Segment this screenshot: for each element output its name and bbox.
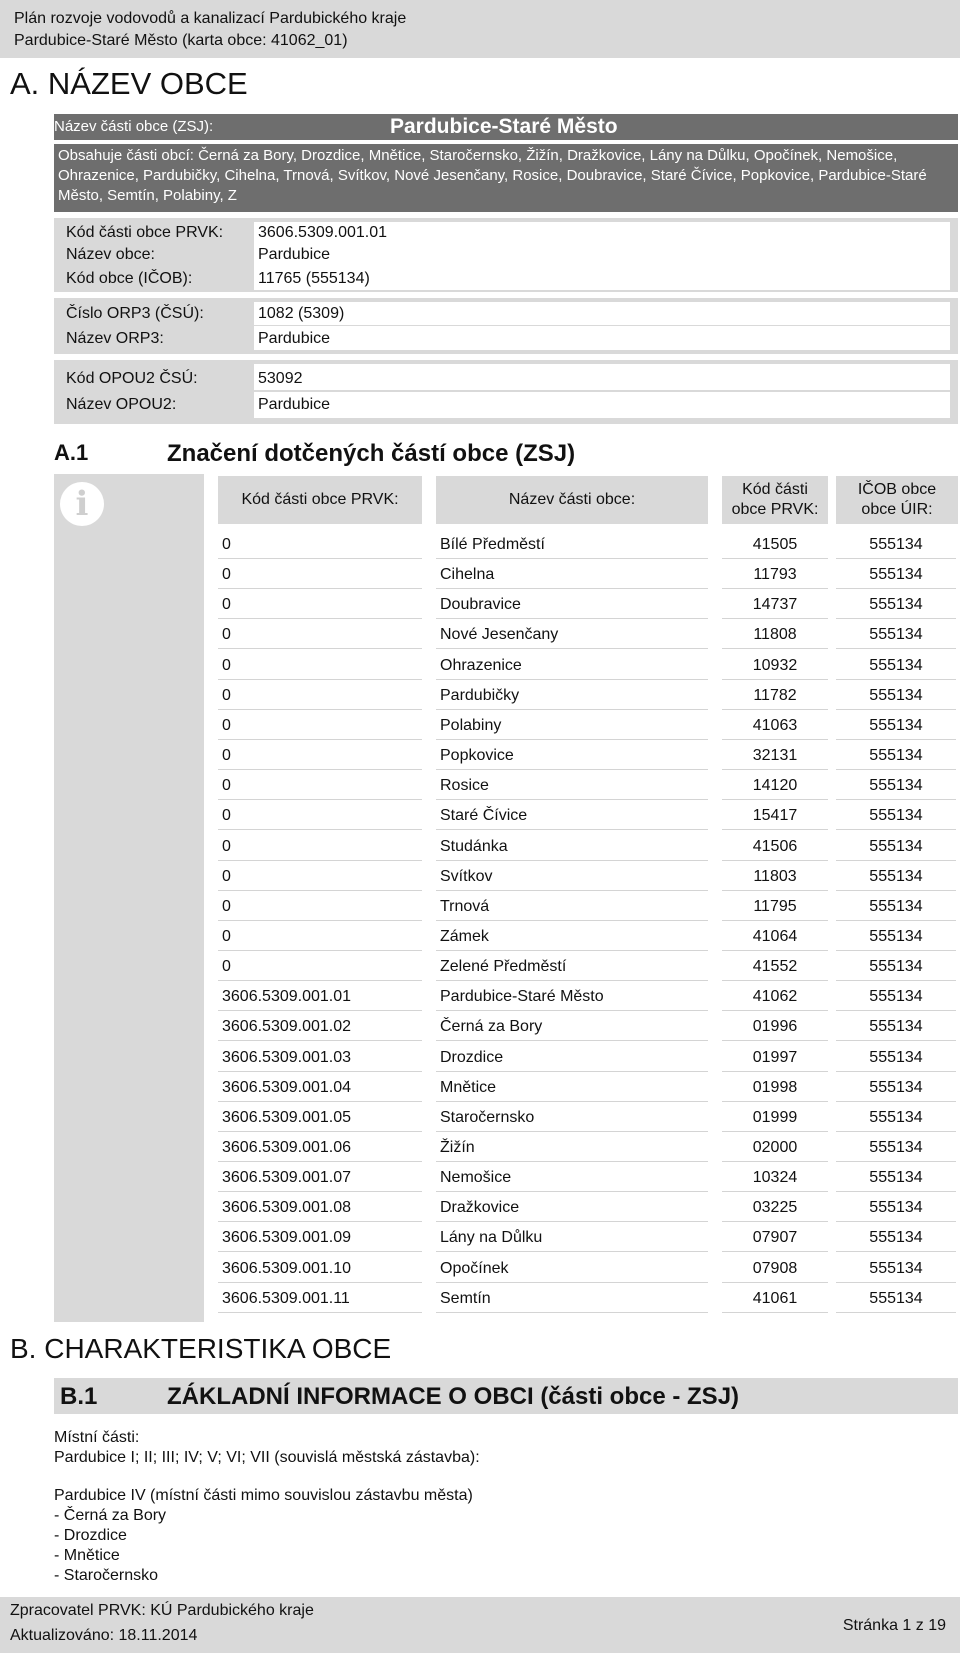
info-row: [54, 392, 958, 420]
table-row: [218, 561, 958, 589]
info-label: Název ORP3:: [66, 330, 164, 347]
table-cell: 555134: [836, 652, 956, 680]
table-row: [218, 893, 958, 921]
table-cell: 02000: [722, 1134, 828, 1162]
text-line: Pardubice I; II; III; IV; V; VI; VII (souvislá městská zástavba):: [54, 1449, 480, 1466]
table-cell: 555134: [836, 983, 956, 1011]
table-cell: 3606.5309.001.02: [218, 1013, 422, 1041]
zsj-value: Pardubice-Staré Město: [390, 115, 618, 138]
table-cell: 0: [218, 772, 422, 800]
info-block-orp: [54, 298, 958, 354]
table-cell: 14120: [722, 772, 828, 800]
column-header: Název části obce:: [436, 476, 708, 524]
info-icon: i: [60, 482, 104, 526]
section-a-title: A. NÁZEV OBCE: [10, 66, 248, 101]
table-row: [218, 1104, 958, 1132]
table-cell: Staročernsko: [436, 1104, 708, 1132]
table-row: [218, 621, 958, 649]
table-cell: 3606.5309.001.07: [218, 1164, 422, 1192]
table-cell: 0: [218, 923, 422, 951]
footer-page-number: Stránka 1 z 19: [842, 1617, 946, 1634]
table-cell: Drozdice: [436, 1044, 708, 1072]
info-block-opou: [54, 360, 958, 424]
table-cell: 555134: [836, 561, 956, 589]
table-cell: 555134: [836, 833, 956, 861]
info-row: [54, 222, 958, 244]
table-cell: 3606.5309.001.08: [218, 1194, 422, 1222]
table-cell: 11782: [722, 682, 828, 710]
table-cell: Studánka: [436, 833, 708, 861]
table-row: [218, 772, 958, 800]
table-cell: Ohrazenice: [436, 652, 708, 680]
a1-number: A.1: [54, 440, 89, 465]
table-cell: 11808: [722, 621, 828, 649]
table-cell: 555134: [836, 893, 956, 921]
info-label: Název obce:: [66, 246, 155, 263]
table-row: [218, 1134, 958, 1162]
table-cell: 3606.5309.001.05: [218, 1104, 422, 1132]
table-cell: Rosice: [436, 772, 708, 800]
table-cell: 01999: [722, 1104, 828, 1132]
footer-updated: Aktualizováno: 18.11.2014: [10, 1627, 198, 1644]
column-header: Kód části obce PRVK:: [218, 476, 422, 524]
zsj-banner: [54, 114, 958, 142]
table-cell: 32131: [722, 742, 828, 770]
table-cell: Trnová: [436, 893, 708, 921]
table-cell: Bílé Předměstí: [436, 531, 708, 559]
table-cell: 41506: [722, 833, 828, 861]
b1-number: B.1: [60, 1383, 98, 1410]
table-cell: 3606.5309.001.10: [218, 1255, 422, 1283]
table-cell: 0: [218, 621, 422, 649]
table-row: [218, 591, 958, 619]
table-row: [218, 953, 958, 981]
column-header: IČOB obce obce ÚIR:: [836, 476, 958, 524]
table-cell: 0: [218, 591, 422, 619]
text-line: - Černá za Bory: [54, 1507, 167, 1524]
info-label: Kód OPOU2 ČSÚ:: [66, 370, 198, 387]
table-cell: 0: [218, 561, 422, 589]
table-cell: 10932: [722, 652, 828, 680]
table-row: [218, 712, 958, 740]
table-cell: Žižín: [436, 1134, 708, 1162]
table-cell: 555134: [836, 802, 956, 830]
info-block-obec: [54, 218, 958, 292]
table-cell: 555134: [836, 1104, 956, 1132]
info-row: [54, 266, 958, 292]
table-cell: Semtín: [436, 1285, 708, 1313]
info-value: Pardubice: [254, 392, 950, 418]
table-cell: 0: [218, 802, 422, 830]
table-cell: 11803: [722, 863, 828, 891]
table-cell: 0: [218, 893, 422, 921]
table-row: [218, 1255, 958, 1283]
table-cell: 14737: [722, 591, 828, 619]
document-header: [0, 0, 960, 58]
text-line: - Mnětice: [54, 1547, 120, 1564]
table-row: [218, 1194, 958, 1222]
table-cell: 41062: [722, 983, 828, 1011]
table-cell: Doubravice: [436, 591, 708, 619]
table-cell: 0: [218, 953, 422, 981]
info-value: Pardubice: [254, 244, 950, 266]
table-cell: 03225: [722, 1194, 828, 1222]
table-cell: 41063: [722, 712, 828, 740]
table-row: [218, 983, 958, 1011]
info-value: 53092: [254, 364, 950, 390]
table-cell: 0: [218, 652, 422, 680]
table-row: [218, 1224, 958, 1252]
table-cell: Zámek: [436, 923, 708, 951]
table-cell: 15417: [722, 802, 828, 830]
table-cell: 3606.5309.001.09: [218, 1224, 422, 1252]
table-cell: 555134: [836, 1044, 956, 1072]
table-cell: Popkovice: [436, 742, 708, 770]
table-cell: 555134: [836, 742, 956, 770]
table-cell: 3606.5309.001.11: [218, 1285, 422, 1313]
table-cell: 555134: [836, 772, 956, 800]
table-cell: 41064: [722, 923, 828, 951]
table-row: [218, 1074, 958, 1102]
table-cell: Opočínek: [436, 1255, 708, 1283]
table-cell: 41552: [722, 953, 828, 981]
text-line: - Staročernsko: [54, 1567, 159, 1584]
table-cell: Nové Jesenčany: [436, 621, 708, 649]
table-cell: Pardubičky: [436, 682, 708, 710]
table-cell: 11793: [722, 561, 828, 589]
table-cell: 555134: [836, 531, 956, 559]
info-label: Kód části obce PRVK:: [66, 224, 224, 241]
table-cell: 01998: [722, 1074, 828, 1102]
zsj-label: Název části obce (ZSJ):: [54, 118, 214, 135]
table-cell: 41505: [722, 531, 828, 559]
b1-title: ZÁKLADNÍ INFORMACE O OBCI (části obce - ZSJ): [167, 1383, 740, 1410]
info-label: Název OPOU2:: [66, 396, 177, 413]
document-footer: [0, 1597, 960, 1653]
section-b-title: B. CHARAKTERISTIKA OBCE: [10, 1333, 392, 1364]
text-line: Místní části:: [54, 1429, 140, 1446]
table-cell: 555134: [836, 621, 956, 649]
table-cell: 01996: [722, 1013, 828, 1041]
table-cell: Svítkov: [436, 863, 708, 891]
text-line: - Drozdice: [54, 1527, 127, 1544]
table-cell: 555134: [836, 1194, 956, 1222]
header-title: Plán rozvoje vodovodů a kanalizací Pardubického kraje: [14, 10, 407, 27]
table-cell: 3606.5309.001.04: [218, 1074, 422, 1102]
table-cell: Cihelna: [436, 561, 708, 589]
table-cell: 01997: [722, 1044, 828, 1072]
table-cell: Černá za Bory: [436, 1013, 708, 1041]
table-cell: 555134: [836, 591, 956, 619]
table-row: [218, 802, 958, 830]
table-cell: Nemošice: [436, 1164, 708, 1192]
table-cell: Staré Čívice: [436, 802, 708, 830]
info-label: Kód obce (IČOB):: [66, 270, 193, 287]
table-row: [218, 1044, 958, 1072]
table-cell: Lány na Důlku: [436, 1224, 708, 1252]
footer-processor: Zpracovatel PRVK: KÚ Pardubického kraje: [10, 1602, 314, 1619]
table-cell: 555134: [836, 1285, 956, 1313]
table-row: [218, 742, 958, 770]
table-cell: 07908: [722, 1255, 828, 1283]
contains-parts-text: Obsahuje části obcí: Černá za Bory, Drozdice, Mnětice, Staročernsko, Žižín, Dražkovice, Lány na Důlku, Opočínek, Nemošice, Ohrazenice, Pardubičky, Cihelna, Trnová, Svítkov, Nové Jesenčany, Rosice, Doubravice, Staré Čívice, Popkovice, Pardubice-Staré Město, Semtín, Polabiny, Z: [54, 144, 958, 212]
table-cell: 0: [218, 712, 422, 740]
info-label: Číslo ORP3 (ČSÚ):: [66, 305, 204, 322]
table-cell: 11795: [722, 893, 828, 921]
info-value: 1082 (5309): [254, 302, 950, 325]
table-cell: Mnětice: [436, 1074, 708, 1102]
text-line: Pardubice IV (místní části mimo souvislou zástavbu města): [54, 1487, 473, 1504]
column-header: Kód části obce PRVK:: [722, 476, 828, 524]
info-value: 11765 (555134): [254, 266, 950, 290]
table-cell: 555134: [836, 863, 956, 891]
table-cell: 0: [218, 833, 422, 861]
table-cell: 555134: [836, 1013, 956, 1041]
table-cell: 07907: [722, 1224, 828, 1252]
table-cell: 555134: [836, 923, 956, 951]
table-cell: 3606.5309.001.01: [218, 983, 422, 1011]
table-cell: 555134: [836, 682, 956, 710]
table-cell: 555134: [836, 953, 956, 981]
table-cell: Pardubice-Staré Město: [436, 983, 708, 1011]
table-cell: Polabiny: [436, 712, 708, 740]
table-cell: 0: [218, 742, 422, 770]
info-row: [54, 244, 958, 266]
table-cell: 3606.5309.001.06: [218, 1134, 422, 1162]
info-row: [54, 326, 958, 352]
outside-parts-paragraph: [54, 1486, 473, 1586]
table-cell: Dražkovice: [436, 1194, 708, 1222]
info-value: 3606.5309.001.01: [254, 222, 950, 244]
table-row: [218, 682, 958, 710]
table-row: [218, 863, 958, 891]
a1-title: Značení dotčených částí obce (ZSJ): [167, 440, 576, 467]
table-cell: 555134: [836, 1134, 956, 1162]
table-cell: Zelené Předměstí: [436, 953, 708, 981]
table-row: [218, 652, 958, 680]
table-row: [218, 1013, 958, 1041]
info-row: [54, 302, 958, 326]
table-row: [218, 923, 958, 951]
header-subtitle: Pardubice-Staré Město (karta obce: 41062_01): [14, 32, 348, 49]
table-row: [218, 833, 958, 861]
table-cell: 555134: [836, 712, 956, 740]
table-cell: 555134: [836, 1224, 956, 1252]
table-cell: 555134: [836, 1074, 956, 1102]
table-cell: 3606.5309.001.03: [218, 1044, 422, 1072]
table-cell: 41061: [722, 1285, 828, 1313]
table-cell: 555134: [836, 1164, 956, 1192]
table-cell: 0: [218, 863, 422, 891]
table-row: [218, 531, 958, 559]
table-cell: 0: [218, 682, 422, 710]
info-row: [54, 364, 958, 392]
table-cell: 10324: [722, 1164, 828, 1192]
a1-sidebar: [54, 474, 204, 1322]
local-parts-paragraph: [54, 1428, 480, 1468]
table-row: [218, 1164, 958, 1192]
table-cell: 0: [218, 531, 422, 559]
info-value: Pardubice: [254, 326, 950, 350]
table-cell: 555134: [836, 1255, 956, 1283]
table-row: [218, 1285, 958, 1313]
